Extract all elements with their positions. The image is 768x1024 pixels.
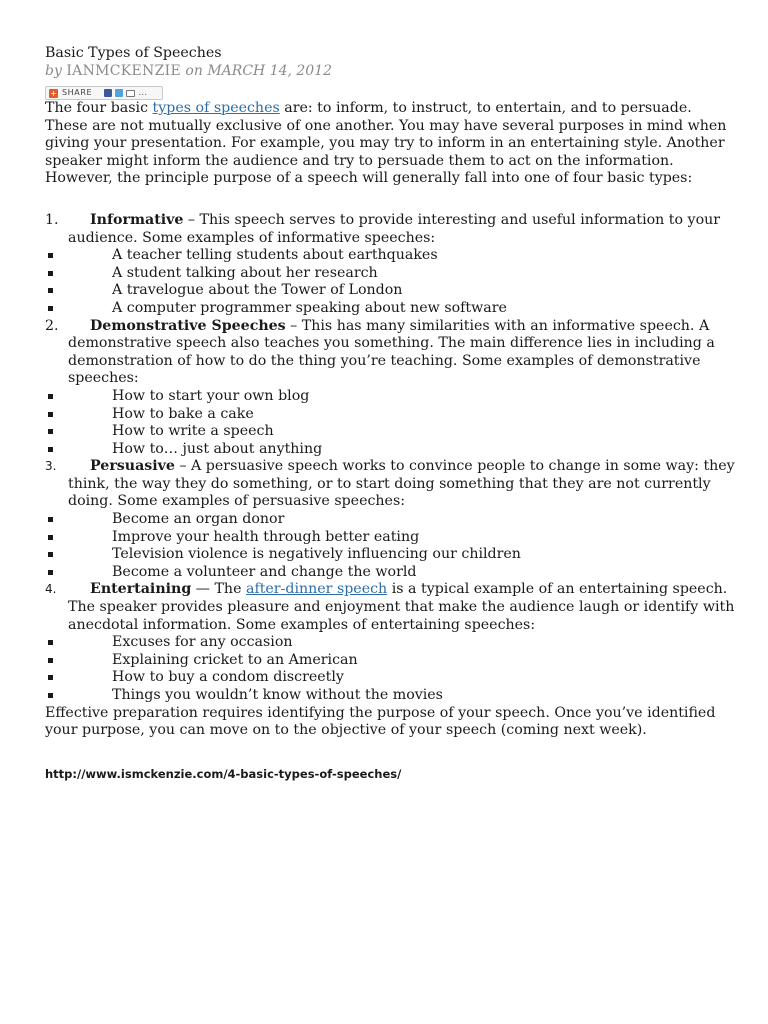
- bullet-icon: [48, 412, 53, 417]
- item-number: 3.: [45, 459, 57, 474]
- bullet-item: Become an organ donor: [45, 511, 735, 529]
- byline: [45, 62, 735, 80]
- source-url[interactable]: http://www.ismckenzie.com/4-basic-types-of-speeches/: [45, 766, 402, 781]
- bullet-icon: [48, 675, 53, 680]
- bullet-icon: [48, 640, 53, 645]
- bullet-icon: [48, 394, 53, 399]
- more-icon[interactable]: …: [138, 88, 148, 98]
- bullet-item: Television violence is negatively influencing our children: [45, 546, 735, 564]
- author-name[interactable]: IANMCKENZIE: [66, 63, 181, 79]
- intro-text-rest: are: to inform, to instruct, to entertain, and to persuade. These are not mutually exclusive of one another. You may have several purposes in mind when giving your presentation. For example, you may try to inform in an entertaining style. Another speaker might inform the audience and try to persuade them to act on the information.: [45, 100, 727, 169]
- intro-line-2: However, the principle purpose of a speech will generally fall into one of four basic types:: [45, 170, 693, 187]
- share-button[interactable]: [45, 86, 163, 100]
- intro-text: The four basic: [45, 100, 153, 116]
- facebook-icon[interactable]: [104, 89, 112, 97]
- types-of-speeches-link[interactable]: types of speeches: [152, 100, 280, 116]
- item-desc: – This has many similarities with an informative speech. A demonstrative speech also teaches you something. The main difference lies in including a demonstration of how to do the thing you’re teaching. Some examples of demonstrative speeches:: [68, 317, 715, 387]
- twitter-icon[interactable]: [115, 89, 123, 97]
- bullet-item: A computer programmer speaking about new software: [45, 300, 735, 318]
- bullet-item: How to bake a cake: [45, 406, 735, 424]
- bullet-item: A student talking about her research: [45, 265, 735, 283]
- article-title: Basic Types of Speeches: [45, 45, 222, 61]
- bullet-icon: [48, 552, 53, 557]
- bullet-icon: [48, 306, 53, 311]
- bullet-item: A travelogue about the Tower of London: [45, 282, 735, 300]
- bullet-icon: [48, 517, 53, 522]
- share-label: SHARE: [62, 88, 93, 98]
- list-item: [45, 581, 735, 634]
- item-desc: – A persuasive speech works to convince people to change in some way: they think, the way they do something, or to start doing something that they are not currently doing. Some examples of persuasive speeches:: [68, 458, 735, 510]
- after-dinner-speech-link[interactable]: after-dinner speech: [245, 581, 388, 598]
- bullet-icon: [48, 429, 53, 434]
- byline-by: by: [45, 63, 67, 79]
- bullet-icon: [48, 693, 53, 698]
- bullet-icon: [48, 570, 53, 575]
- bullet-item: Explaining cricket to an American: [45, 652, 735, 670]
- bullet-item: Become a volunteer and change the world: [45, 564, 735, 582]
- bullet-icon: [48, 253, 53, 258]
- bullet-item: How to start your own blog: [45, 388, 735, 406]
- byline-date: on MARCH 14, 2012: [180, 63, 333, 79]
- list-item: [45, 318, 735, 388]
- bullet-item: How to buy a condom discreetly: [45, 669, 735, 687]
- bullet-icon: [48, 658, 53, 663]
- bullet-item: Excuses for any occasion: [45, 634, 735, 652]
- list-item: [45, 212, 735, 247]
- item-number: 2.: [45, 317, 59, 334]
- item-desc: – This speech serves to provide interesting and useful information to your audience. Some examples of informative speeches:: [68, 211, 721, 246]
- bullet-item: Improve your health through better eating: [45, 529, 735, 547]
- bullet-icon: [48, 288, 53, 293]
- list-item: [45, 458, 735, 511]
- item-number: 4.: [45, 582, 57, 597]
- item-heading: Informative: [90, 211, 184, 228]
- item-heading: Persuasive: [90, 458, 175, 475]
- email-icon[interactable]: [126, 90, 135, 97]
- item-desc: — The: [191, 581, 246, 598]
- closing-paragraph: Effective preparation requires identifying the purpose of your speech. Once you’ve identified your purpose, you can move on to the objective of your speech (coming next week).: [45, 704, 716, 739]
- bullet-item: How to write a speech: [45, 423, 735, 441]
- item-heading: Demonstrative Speeches: [90, 317, 286, 334]
- article: [45, 44, 735, 783]
- bullet-item: How to… just about anything: [45, 441, 735, 459]
- item-number: 1.: [45, 211, 59, 228]
- bullet-icon: [48, 535, 53, 540]
- bullet-icon: [48, 271, 53, 276]
- share-plus-icon: +: [50, 88, 57, 98]
- bullet-icon: [48, 447, 53, 452]
- intro-paragraph: [45, 100, 735, 170]
- item-desc-rest: is a typical example of an entertaining speech. The speaker provides pleasure and enjoyment that make the audience laugh or identify with anecdotal information. Some examples of entertaining speeches:: [68, 581, 735, 633]
- item-heading: Entertaining: [90, 581, 192, 598]
- bullet-item: Things you wouldn’t know without the movies: [45, 687, 735, 705]
- bullet-item: A teacher telling students about earthquakes: [45, 247, 735, 265]
